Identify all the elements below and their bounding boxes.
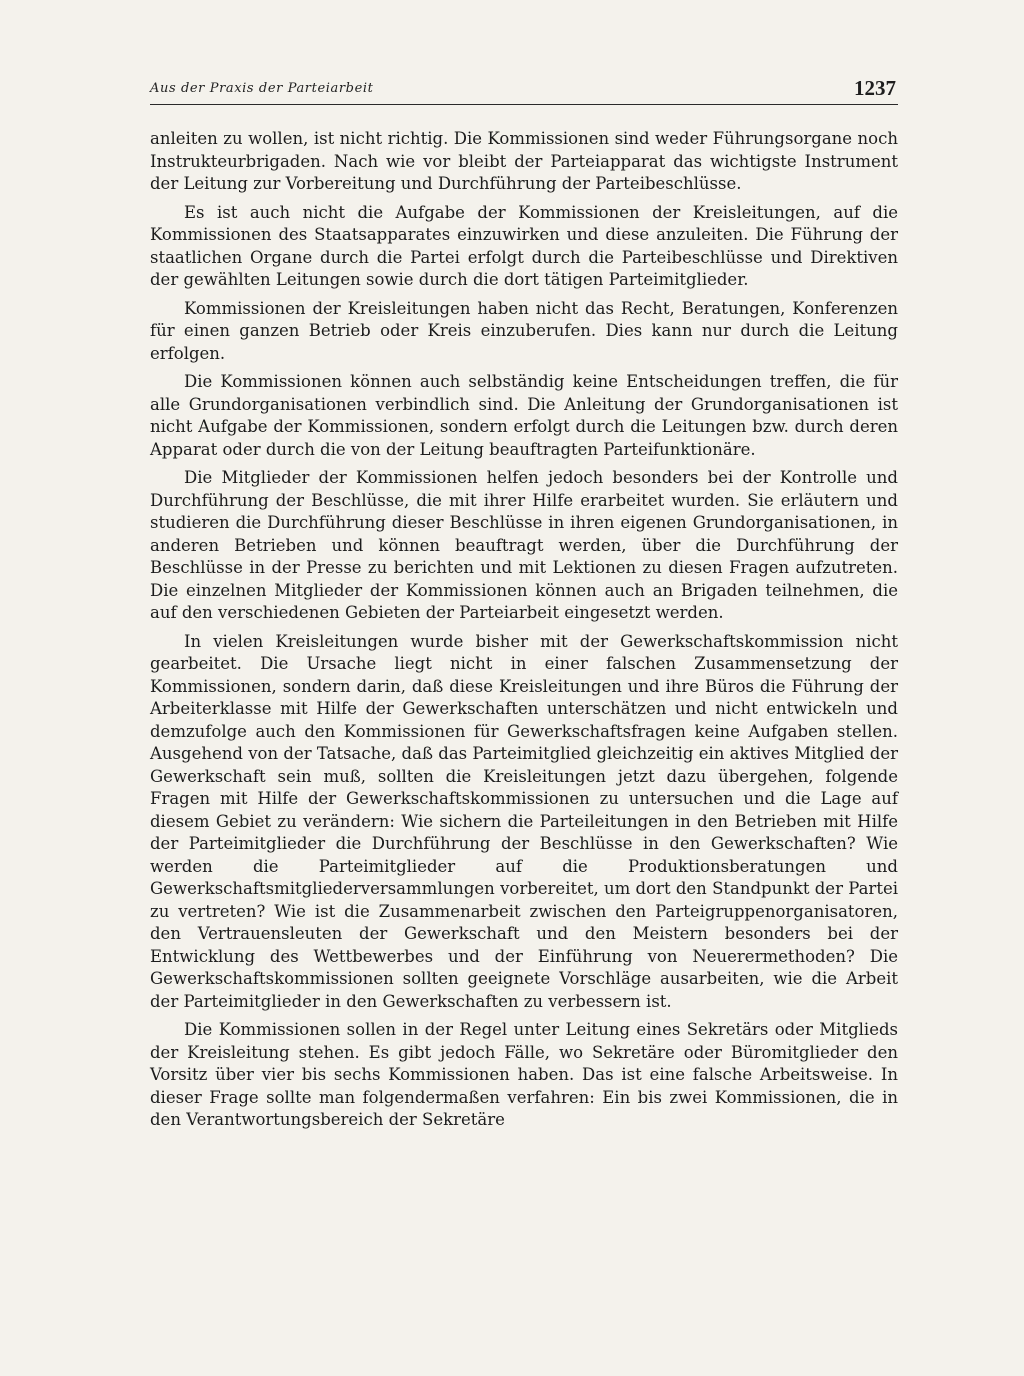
page-number: 1237 — [854, 76, 896, 100]
page-header — [150, 78, 898, 105]
paragraph: anleiten zu wollen, ist nicht richtig. Die Kommissionen sind weder Führungsorgane noch Instrukteurbrigaden. Nach wie vor bleibt der Parteiapparat das wichtigste Instrument der Leitung zur Vorbereitung und Durchführung der Parteibeschlüsse. — [150, 129, 898, 193]
paragraph: Die Mitglieder der Kommissionen helfen jedoch besonders bei der Kontrolle und Durchführung der Beschlüsse, die mit ihrer Hilfe erarbeitet wurden. Sie erläutern und studieren die Durchführung dieser Beschlüsse in ihren eigenen Grundorganisationen, in anderen Betrieben und können beauftragt werden, über die Durchführung der Beschlüsse in der Presse zu berichten und mit Lektionen zu diesen Fragen aufzutreten. Die einzelnen Mitglieder der Kommissionen können auch an Brigaden teilnehmen, die auf den verschiedenen Gebieten der Parteiarbeit eingesetzt werden. — [150, 468, 898, 622]
article-body — [150, 128, 898, 1138]
paragraph: In vielen Kreisleitungen wurde bisher mit der Gewerkschaftskommission nicht gearbeitet. Die Ursache liegt nicht in einer falschen Zusammensetzung der Kommissionen, sondern darin, daß diese Kreisleitungen und ihre Büros die Führung der Arbeiterklasse mit Hilfe der Gewerkschaften unterschätzen und nicht entwickeln und demzufolge auch den Kommissionen für Gewerkschaftsfragen keine Aufgaben stellen. Ausgehend von der Tatsache, daß das Parteimitglied gleichzeitig ein aktives Mitglied der Gewerkschaft sein muß, sollten die Kreisleitungen jetzt dazu übergehen, folgende Fragen mit Hilfe der Gewerkschaftskommissionen zu untersuchen und die Lage auf diesem Gebiet zu verändern: Wie sichern die Parteileitungen in den Betrieben mit Hilfe der Parteimitglieder die Durchführung der Beschlüsse in den Gewerkschaften? Wie werden die Parteimitglieder auf die Produktionsberatungen und Gewerkschaftsmitgliederversammlungen vorbereitet, um dort den Standpunkt der Partei zu vertreten? Wie ist die Zusammenarbeit zwischen den Parteigruppenorganisatoren, den Vertrauensleuten der Gewerkschaft und den Meistern besonders bei der Entwicklung des Wettbewerbes und der Einführung von Neuerermethoden? Die Gewerkschaftskommissionen sollten geeignete Vorschläge ausarbeiten, wie die Arbeit der Parteimitglieder in den Gewerkschaften zu verbessern ist. — [150, 631, 898, 1011]
running-title: Aus der Praxis der Parteiarbeit — [150, 81, 374, 96]
paragraph: Die Kommissionen können auch selbständig keine Entscheidungen treffen, die für alle Grundorganisationen verbindlich sind. Die Anleitung der Grundorganisationen ist nicht Aufgabe der Kommissionen, sondern erfolgt durch die Leitungen bzw. durch deren Apparat oder durch die von der Leitung beauftragten Parteifunktionäre. — [150, 372, 898, 459]
paragraph: Es ist auch nicht die Aufgabe der Kommissionen der Kreisleitungen, auf die Kommissionen des Staatsapparates einzuwirken und diese anzuleiten. Die Führung der staatlichen Organe durch die Partei erfolgt durch die Parteibeschlüsse und Direktiven der gewählten Leitungen sowie durch die dort tätigen Parteimitglieder. — [150, 202, 898, 289]
paragraph: Kommissionen der Kreisleitungen haben nicht das Recht, Beratungen, Konferenzen für einen ganzen Betrieb oder Kreis einzuberufen. Dies kann nur durch die Leitung erfolgen. — [150, 298, 898, 363]
paragraph: Die Kommissionen sollen in der Regel unter Leitung eines Sekretärs oder Mitglieds der Kreisleitung stehen. Es gibt jedoch Fälle, wo Sekretäre oder Büromitglieder den Vorsitz über vier bis sechs Kommissionen haben. Das ist eine falsche Arbeitsweise. In dieser Frage sollte man folgendermaßen verfahren: Ein bis zwei Kommissionen, die in den Verantwortungsbereich der Sekretäre — [150, 1020, 898, 1129]
